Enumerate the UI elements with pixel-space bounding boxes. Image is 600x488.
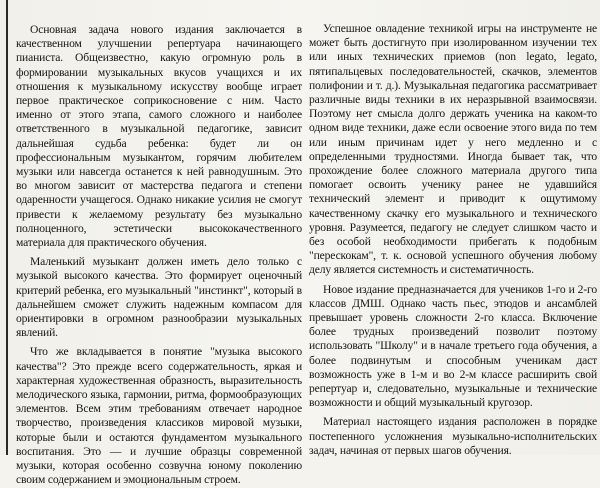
paragraph: Что же вкладывается в понятие "музыка высокого качества"? Это прежде всего содержательность, яркая и характерная художественная образность, выразительность мелодического языка, гармонии, ритма, формообразующих элементов. Всем этим требованиям отвечает народное творчество, произведения классиков мировой музыки, которые были и остаются фундаментом музыкального воспитания. Это — и лучшие образцы современной музыки, которая особенно созвучна юному поколению своим содержанием и эмоциональным строем. (16, 345, 302, 487)
paragraph: Успешное овладение техникой игры на инструменте не может быть достигнуто при изолированном изучении тех или иных технических приемов (non legato, legato, пятипальцевых последовательностей, скачков, элементов полифонии и т. д.). Музыкальная педагогика рассматривает различные виды техники в их неразрывной взаимосвязи. Поэтому нет смысла долго держать ученика на каком-то одном виде техники, даже если освоение этого вида по тем или иным причинам идет у него медленно и с определенными трудностями. Иногда бывает так, что прохождение более сложного материала другого типа помогает освоить ученику ранее не удавшийся технический элемент и приводит к ощутимому качественному скачку его музыкального и технического уровня. Разумеется, педагогу не следует слишком часто и без особой необходимости прибегать к подобным "перескокам", т. к. основой успешного обучения любому делу является системность и систематичность. (309, 22, 597, 277)
page-edge-line (6, 0, 8, 455)
paragraph: Новое издание предназначается для учеников 1-го и 2-го классов ДМШ. Однако часть пьес, этюдов и ансамблей превышает уровень сложности 2-го класса. Включение более трудных произведений позволит поэтому использовать "Школу" и в начале третьего года обучения, а более подвинутым и способным ученикам даст возможность уже в 1-м и во 2-м классе расширить свой репертуар и, следовательно, музыкальные и технические возможности и общий музыкальный кругозор. (309, 282, 597, 410)
paragraph: Основная задача нового издания заключается в качественном улучшении репертуара начинающего пианиста. Общеизвестно, какую огромную роль в формировании музыкальных вкусов учащихся и их отношения к музыкальному искусству вообще играет первое практическое соприкосновение с ним. Часто именно от этого этапа, самого сложного и наиболее ответственного в музыкальной педагогике, зависит дальнейшая судьба ребенка: будет ли он профессиональным музыкантом, горячим любителем музыки или навсегда останется к ней равнодушным. Это во многом зависит от мастерства педагога и степени одаренности учащегося. Однако никакие усилия не смогут привести к желаемому результату без музыкально полноценного, эстетически высококачественного материала для практического обучения. (16, 23, 302, 250)
paragraph: Маленький музыкант должен иметь дело только с музыкой высокого качества. Это формирует оценочный критерий ребенка, его музыкальный "инстинкт", который в дальнейшем сможет служить надежным компасом для ориентировки в огромном разнообразии музыкальных явлений. (16, 255, 302, 340)
right-text-column (309, 22, 597, 455)
left-text-column (16, 23, 302, 487)
paragraph: Материал настоящего издания расположен в порядке постепенного усложнения музыкально-исполнительских задач, начиная от первых шагов обучения. (309, 415, 597, 457)
